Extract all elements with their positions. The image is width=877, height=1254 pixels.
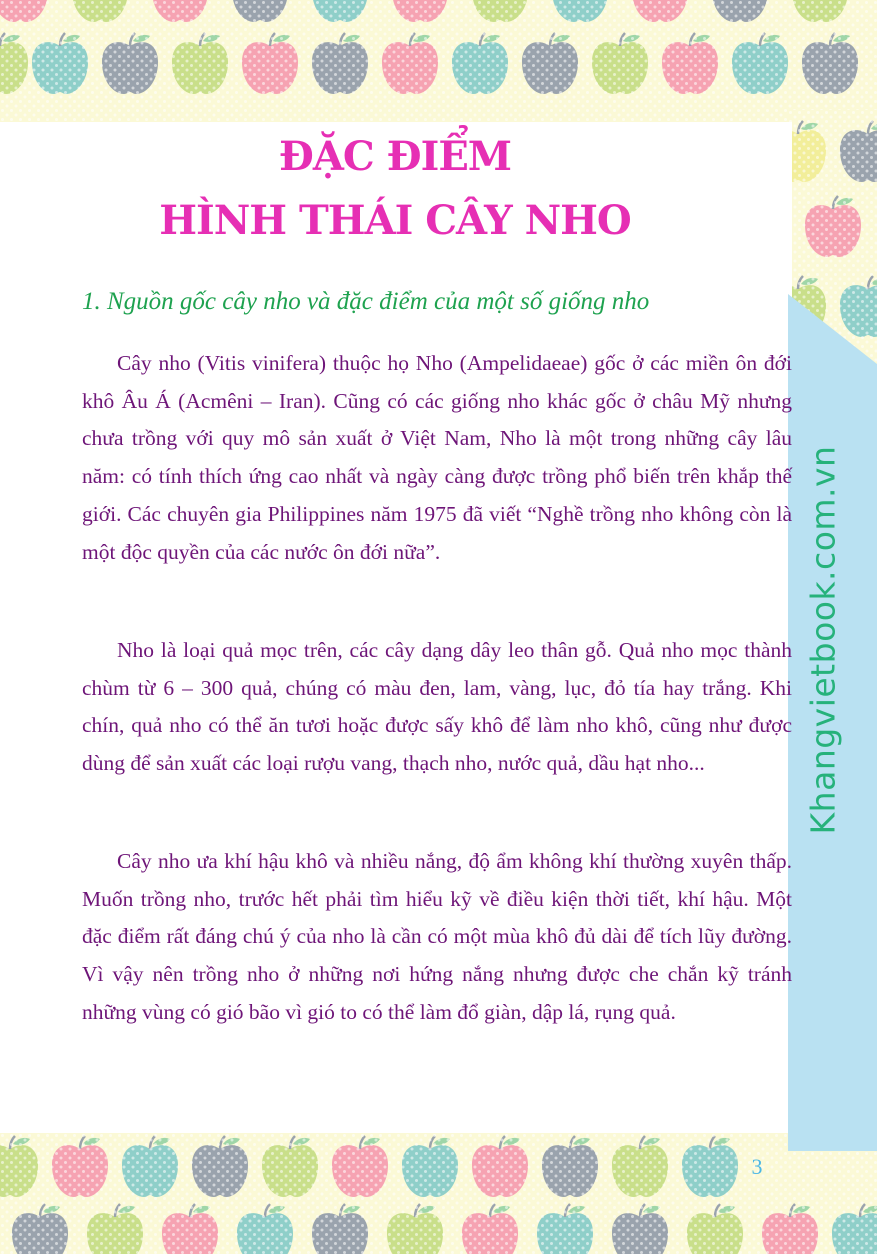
page-title-line-1: ĐẶC ĐIỂM: [278, 133, 512, 180]
paragraph-2: Nho là loại quả mọc trên, các cây dạng dây leo thân gỗ. Quả nho mọc thành chùm từ 6 – 300 quả, chúng có màu đen, lam, vàng, lục, đỏ tía hay trắng. Khi chín, quả nho có thể ăn tươi hoặc được sấy khô để làm nho khô, cũng như được dùng để sản xuất các loại rượu vang, thạch nho, nước quả, dầu hạt nho...: [82, 638, 792, 776]
section-heading: 1. Nguồn gốc cây nho và đặc điểm của một số giống nho: [82, 288, 650, 315]
paragraph-3: Cây nho ưa khí hậu khô và nhiều nắng, độ ẩm không khí thường xuyên thấp. Muốn trồng nho, trước hết phải tìm hiểu kỹ về điều kiện thời tiết, khí hậu. Một đặc điểm rất đáng chú ý của nho là cần có một mùa khô đủ dài để tích lũy đường. Vì vậy nên trồng nho ở những nơi hứng nắng nhưng được che chắn kỹ tránh những vùng có gió bão vì gió to có thể làm đổ giàn, dập lá, rụng quả.: [82, 849, 792, 1024]
watermark-text: Khangvietbook.com.vn: [803, 445, 843, 835]
page-number: 3: [751, 1154, 763, 1179]
page-title-line-2: HÌNH THÁI CÂY NHO: [159, 197, 631, 244]
bottom-apple-pattern: [0, 1133, 877, 1254]
top-apple-pattern: [0, 0, 877, 122]
paragraph-1: Cây nho (Vitis vinifera) thuộc họ Nho (Ampelidaeae) gốc ở các miền ôn đới khô Âu Á (Acmêni – Iran). Cũng có các giống nho khác gốc ở châu Mỹ nhưng chưa trồng với quy mô sản xuất ở Việt Nam, Nho là một trong những cây lâu năm: có tính thích ứng cao nhất và ngày càng được trồng phổ biến trên khắp thế giới. Các chuyên gia Philippines năm 1975 đã viết “Nghề trồng nho không còn là một độc quyền của các nước ôn đới nữa”.: [82, 351, 792, 564]
